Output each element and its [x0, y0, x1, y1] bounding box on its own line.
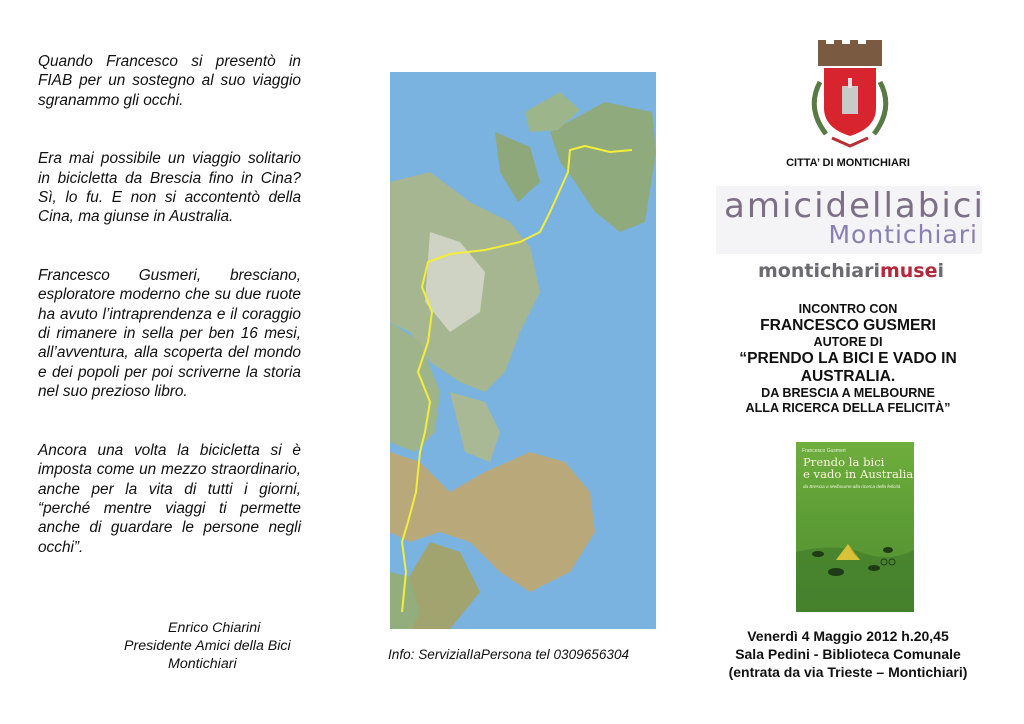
amici-logo-line2: Montichiari [828, 220, 978, 249]
event-date-venue [700, 627, 996, 681]
event-date: Venerdì 4 Maggio 2012 h.20,45 [747, 628, 949, 644]
intro-paragraph-1: Quando Francesco si presentò in FIAB per un sostegno al suo viaggio sgranammo gli occhi. [38, 53, 301, 109]
event-subtitle-1: DA BRESCIA A MELBOURNE [761, 386, 935, 400]
signature-role: Presidente Amici della Bici [124, 638, 291, 654]
book-cover-title-1: Prendo la bici [803, 455, 885, 469]
event-book-title-2: AUSTRALIA. [800, 368, 896, 385]
book-cover-image [796, 442, 914, 612]
event-line-1: INCONTRO CON [798, 302, 898, 316]
info-contact: Info: ServizialIaPersona tel 0309656304 [388, 647, 630, 662]
musei-logo-part3: i [937, 260, 945, 282]
amici-della-bici-logo [716, 186, 985, 254]
event-author-name: FRANCESCO GUSMERI [760, 317, 936, 334]
route-map-image [390, 72, 656, 629]
musei-logo-part1: montichiari [758, 260, 880, 282]
montichiari-musei-logo [758, 260, 944, 282]
intro-paragraph-2: Era mai possibile un viaggio solitario in bicicletta da Brescia fino in Cina? Sì, lo fu. E non si accontentò della Cina, ma giunse in Australia. [38, 150, 301, 226]
event-subtitle-2: ALLA RICERCA DELLA FELICITÀ” [745, 401, 951, 415]
event-entrance: (entrata da via Trieste – Montichiari) [728, 664, 968, 680]
intro-text-column [38, 52, 301, 596]
signature-name: Enrico Chiarini [168, 620, 261, 636]
intro-paragraph-4: Ancora una volta la bicicletta si è imposta come un mezzo straordinario, anche per la vita di tutti i giorni, “perché mentre viaggi ti permette anche di guardare le persone negli occhi”. [38, 441, 301, 556]
kangaroo-illustration-icon [796, 442, 914, 612]
signature-block [124, 619, 314, 673]
crest-caption: CITTA’ DI MONTICHIARI [786, 157, 910, 169]
book-cover-title-2: e vado in Australia [803, 467, 914, 481]
musei-logo-part2: muse [879, 260, 938, 282]
event-announcement [700, 302, 996, 416]
event-line-3: AUTORE DI [813, 335, 883, 349]
city-crest-icon [802, 38, 898, 156]
route-map-svg [390, 72, 656, 629]
event-venue: Sala Pedini - Biblioteca Comunale [735, 646, 961, 662]
book-cover-subtitle: da Brescia a Melbourne alla ricerca della felicità [803, 484, 901, 489]
intro-paragraph-3: Francesco Gusmeri, bresciano, esploratore moderno che su due ruote ha avuto l’intraprendenza e il coraggio di rimanere in sella per ben 16 mesi, all’avventura, alla scoperta del mondo e dei popoli per poi scriverne la storia nel suo prezioso libro. [38, 266, 301, 401]
book-cover-author: Francesco Gusmeri [802, 448, 846, 454]
amici-logo-line1: amicidellabici [724, 186, 985, 226]
signature-city: Montichiari [168, 656, 237, 672]
event-book-title-1: “PRENDO LA BICI E VADO IN [739, 350, 957, 367]
